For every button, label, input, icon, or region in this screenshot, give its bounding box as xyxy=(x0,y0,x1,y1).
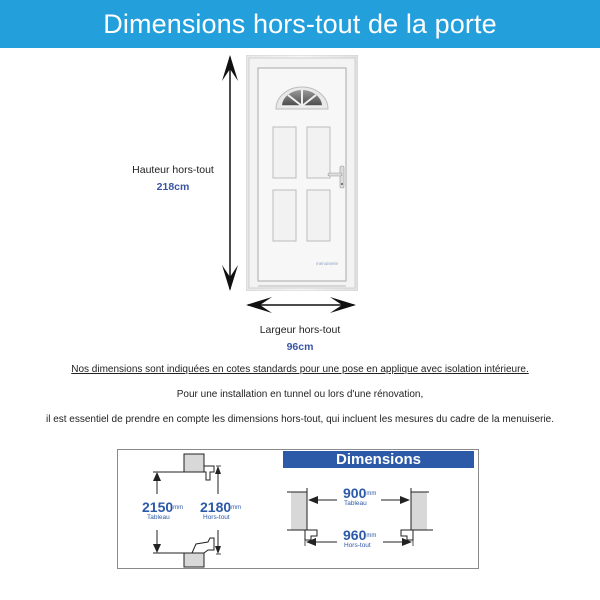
vertical-tableau-value: $2150^{mm}$ xyxy=(142,499,184,515)
vertical-tableau-label: Tableau xyxy=(147,514,170,521)
note-hors-tout-essential: il est essentiel de prendre en compte les dimensions hors-tout, qui incluent les mesures du cadre de la menuiserie. xyxy=(45,414,555,425)
note-tunnel-installation: Pour une installation en tunnel ou lors d'une rénovation, xyxy=(176,389,424,400)
width-arrow-icon xyxy=(244,296,358,314)
vertical-horstout-label: Hors-tout xyxy=(203,514,230,521)
horizontal-horstout-value: $960^{mm}$ xyxy=(343,527,377,543)
note-standard-dimensions: Nos dimensions sont indiquées en cotes standards pour une pose en applique avec isolation intérieure. xyxy=(71,364,529,375)
door-watermark: menuiserie xyxy=(316,261,339,266)
width-value: 96cm xyxy=(286,341,314,353)
height-label: Hauteur hors-tout xyxy=(132,164,214,176)
horizontal-tableau-value: $900^{mm}$ xyxy=(343,485,377,501)
door-image xyxy=(246,55,358,291)
horizontal-section-drawing xyxy=(283,450,478,568)
width-label: Largeur hors-tout xyxy=(259,324,341,336)
dimensions-banner: Dimensions xyxy=(283,451,474,468)
height-label-block xyxy=(118,164,228,193)
horizontal-tableau-label: Tableau xyxy=(344,500,367,507)
width-label-block xyxy=(240,324,360,353)
dimensions-diagram xyxy=(117,449,479,569)
height-value: 218cm xyxy=(156,181,190,193)
page-title: Dimensions hors-tout de la porte xyxy=(103,8,497,39)
horizontal-horstout-label: Hors-tout xyxy=(344,542,371,549)
vertical-horstout-value: $2180^{mm}$ xyxy=(200,499,242,515)
